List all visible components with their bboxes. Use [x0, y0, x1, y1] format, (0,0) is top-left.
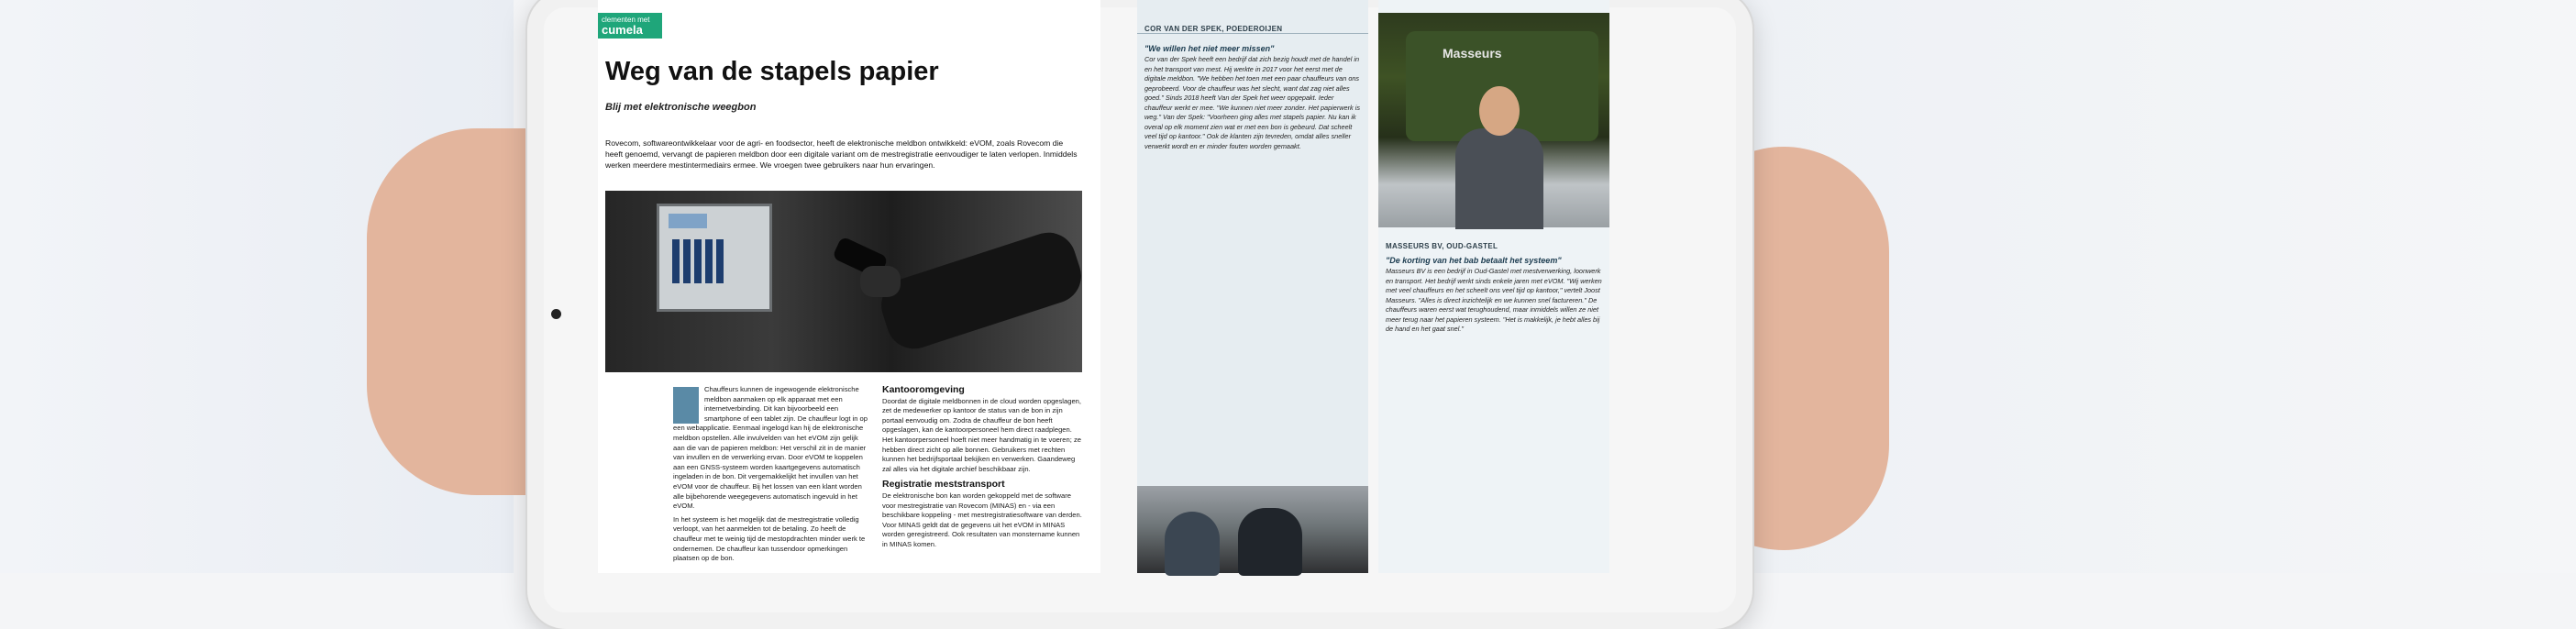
office-person-right: [1238, 508, 1302, 576]
dropcap-block: [673, 387, 699, 424]
article-subheadline: Blij met elektronische weegbon: [605, 102, 757, 113]
column2b-text: De elektronische bon kan worden gekoppeld met de software voor mestregistratie van Rovecom (MINAS) en - via een beschikbare koppeling - met mestregistratiesoftware van derden. Voor MINAS geldt dat de gegevens uit het eVOM in MINAS worden geregistreerd. Ook resultaten van monstername kunnen in MINAS komen.: [882, 491, 1082, 548]
interview2-body: Masseurs BV is een bedrijf in Oud-Gastel met mestverwerking, loonwerk en transport. Het bedrijf werkt sinds enkele jaren met eVOM. "Wij werken met veel chauffeurs en het scheelt ons veel tijd op kantoor," vertelt Joost Masseurs. "Alles is direct inzichtelijk en we kunnen snel factureren." De chauffeurs waren eerst wat terughoudend, maar inmiddels willen ze niet meer terug naar het papieren systeem. "Het is makkelijk, je hebt alles bij de hand en het gaat snel.": [1386, 267, 1602, 333]
tablet-camera: [551, 309, 561, 319]
column2-heading: Kantooromgeving: [882, 384, 965, 395]
terminal-screen: [669, 214, 707, 228]
office-person-left: [1165, 512, 1220, 576]
column2-text: Doordat de digitale meldbonnen in de cloud worden opgeslagen, zet de medewerker op kantoor de status van de bon in zijn portaal eenvoudig om. Zodra de chauffeur de bon heeft opgeslagen, kan de kantoorpersoneel hem direct raadplegen. Het kantoorpersoneel hoeft niet meer handmatig in te voeren; ze hebben direct zicht op alle bonnen. Gebruikers met rechten kunnen het bedrijfsportaal bekijken en verwerken. Gaandeweg zal alles via het digitale archief beschikbaar zijn.: [882, 396, 1082, 473]
article-intro: Rovecom, softwareontwikkelaar voor de agri- en foodsector, heeft de elektronische meldbon ontwikkeld: eVOM, zoals Rovecom die heeft genoemd, vervangt de papieren meldbon door een digitale variant om de mestregistratie eenvoudiger te laten verlopen. Inmiddels werken meerdere mestintermediairs ermee. We vroegen twee gebruikers naar hun ervaringen.: [605, 138, 1078, 170]
driver-arm: [874, 226, 1088, 356]
interview2-quote: "De korting van het bab betaalt het systeem": [1386, 256, 1562, 265]
gloved-hand: [860, 266, 901, 297]
terminal-keypad: [672, 239, 724, 283]
article-column-2: [882, 385, 1084, 550]
weighing-terminal: [657, 204, 772, 312]
weighing-terminal-photo: [605, 191, 1082, 372]
truck-brand-text: Masseurs: [1443, 46, 1502, 61]
interview1-quote: "We willen het niet meer missen": [1144, 44, 1275, 53]
column1-text: Chauffeurs kunnen de ingewogende elektronische meldbon aanmaken op elk apparaat met een internetverbinding. Dit kan bijvoorbeeld een smartphone of een tablet zijn. De chauffeur logt in op een webapplicatie. Eenmaal ingelogd kan hij de elektronische meldbon opstellen. Alle invulvelden van het eVOM zijn gelijk aan die van de papieren meldbon: Het verschil zit in de manier van invullen en de verwerking ervan. Door eVOM te koppelen aan een GNSS-systeem worden kaartgegevens automatisch ingeladen in de bon. Dit vergemakkelijkt het invullen van het eVOM voor de chauffeur. Bij het lossen van een klant worden alle bijbehorende weegegevens automatisch ingevuld in het eVOM.: [673, 385, 868, 511]
logo-brand-text: cumela: [602, 23, 643, 37]
office-photo: [1137, 486, 1368, 573]
column1b-text: In het systeem is het mogelijk dat de mestregistratie volledig verloopt, van het aanmelden tot de betaling. Zo heeft de chauffeur met te weinig tijd de mestopdrachten minder werk te ondernemen. De chauffeur kan tussendoor opmerkingen plaatsen op de bon.: [673, 514, 866, 563]
column2-heading-2: Registratie meststransport: [882, 479, 1005, 491]
driver-portrait-photo: [1378, 13, 1609, 227]
driver-head: [1479, 86, 1520, 136]
logo-top-text: clementen met: [602, 16, 650, 24]
interview2-byline: MASSEURS BV, OUD-GASTEL: [1386, 242, 1498, 250]
magazine-logo: [598, 13, 662, 39]
driver-torso: [1455, 128, 1543, 229]
byline-divider: [1137, 33, 1368, 34]
article-column-1: [673, 385, 870, 564]
article-headline: Weg van de stapels papier: [605, 57, 939, 86]
interview1-body: Cor van der Spek heeft een bedrijf dat zich bezig houdt met de handel in en het transport van mest. Hij werkte in 2017 voor het eerst met de digitale meldbon. "We hebben het toen met een paar chauffeurs van ons geprobeerd. Voor de chauffeur was het slecht, want dat zag niet alles goed." Sinds 2018 heeft Van der Spek het weer opgepakt. Ieder chauffeur werkt er mee. "We kunnen niet meer zonder. Het papierwerk is weg." Van der Spek: "Voorheen ging alles met stapels papier. Nu kan ik overal op elk moment zien wat er met een bon is gebeurd. Dat scheelt veel tijd op kantoor." Ook de klanten zijn tevreden, omdat alles sneller verwerkt wordt en er minder fouten worden gemaakt.: [1144, 55, 1360, 150]
interview1-byline: COR VAN DER SPEK, POEDEROIJEN: [1144, 25, 1283, 33]
